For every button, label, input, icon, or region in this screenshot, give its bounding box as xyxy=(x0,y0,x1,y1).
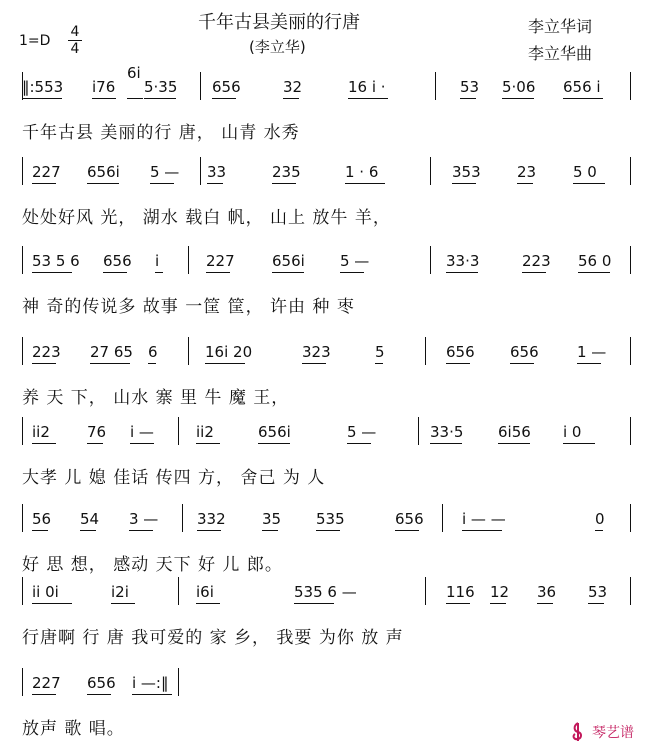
barline xyxy=(22,157,23,185)
barline xyxy=(425,577,426,605)
song-subtitle: (李立华) xyxy=(249,38,306,56)
note-group: i76 xyxy=(92,78,116,96)
barline xyxy=(22,246,23,274)
barline xyxy=(22,577,23,605)
note-group: 0 xyxy=(595,510,605,528)
note-group: 5 — xyxy=(340,252,370,270)
note-group: 656 xyxy=(103,252,132,270)
song-title: 千年古县美丽的行唐 xyxy=(198,12,360,33)
beam-line xyxy=(32,363,56,364)
note-group: 656 xyxy=(212,78,241,96)
note-group: 535 xyxy=(316,510,345,528)
beam-line xyxy=(446,363,470,364)
beam-line xyxy=(32,603,72,604)
beam-line xyxy=(272,272,304,273)
beam-line xyxy=(375,363,383,364)
barline xyxy=(188,337,189,365)
note-group: 53 xyxy=(588,583,608,601)
note-group: 5 0 xyxy=(573,163,597,181)
beam-line xyxy=(446,272,478,273)
note-group: ‖:553 xyxy=(22,78,64,96)
note-group: 656 i xyxy=(563,78,601,96)
note-group: 223 xyxy=(522,252,551,270)
beam-line xyxy=(92,98,116,99)
note-group: 5 xyxy=(375,343,385,361)
barline xyxy=(182,504,183,532)
barline xyxy=(435,72,436,100)
beam-line xyxy=(87,443,103,444)
beam-line xyxy=(103,272,127,273)
note-group: 33 xyxy=(207,163,227,181)
note-group: 53 xyxy=(460,78,480,96)
beam-line xyxy=(430,443,462,444)
beam-line xyxy=(111,603,135,604)
barline xyxy=(178,668,179,696)
note-group: 6i xyxy=(127,64,141,82)
watermark-text: 琴艺谱 xyxy=(592,725,634,741)
beam-line xyxy=(446,603,470,604)
beam-line xyxy=(316,530,340,531)
note-group: 1 — xyxy=(577,343,607,361)
note-group: ii2 xyxy=(32,423,50,441)
beam-line xyxy=(460,98,476,99)
beam-line xyxy=(32,272,72,273)
beam-line xyxy=(340,272,364,273)
beam-line xyxy=(196,603,220,604)
note-group: 656i xyxy=(272,252,305,270)
lyric-line: 神 奇的传说多 故事 一筐 筐， 许由 种 枣 xyxy=(22,297,355,317)
beam-line xyxy=(577,363,601,364)
beam-line xyxy=(522,272,546,273)
beam-line xyxy=(206,272,230,273)
beam-line xyxy=(517,183,533,184)
note-group: 56 xyxy=(32,510,52,528)
beam-line xyxy=(502,98,534,99)
note-group: 12 xyxy=(490,583,510,601)
barline xyxy=(630,577,631,605)
barline xyxy=(178,577,179,605)
beam-line xyxy=(462,530,502,531)
barline xyxy=(418,417,419,445)
beam-line xyxy=(212,98,236,99)
lyricist-credit: 李立华词 xyxy=(528,17,593,36)
note-group: 76 xyxy=(87,423,107,441)
barline xyxy=(430,246,431,274)
beam-line xyxy=(537,603,553,604)
barline xyxy=(22,417,23,445)
note-group: i xyxy=(155,252,160,270)
beam-line xyxy=(87,183,119,184)
note-group: 227 xyxy=(206,252,235,270)
note-group: 656 xyxy=(87,674,116,692)
beam-line xyxy=(130,443,154,444)
note-group: i6i xyxy=(196,583,214,601)
beam-line xyxy=(127,98,143,99)
beam-line xyxy=(490,603,506,604)
beam-line xyxy=(302,363,326,364)
barline xyxy=(630,337,631,365)
beam-line xyxy=(272,183,296,184)
barline xyxy=(200,157,201,185)
lyric-line: 大孝 儿 媳 佳话 传四 方， 舍己 为 人 xyxy=(22,468,326,488)
beam-line xyxy=(32,694,56,695)
note-group: 16i 20 xyxy=(205,343,253,361)
beam-line xyxy=(294,603,334,604)
beam-line xyxy=(595,530,603,531)
beam-line xyxy=(345,183,385,184)
beam-line xyxy=(148,363,156,364)
note-group: 33·3 xyxy=(446,252,480,270)
barline xyxy=(425,337,426,365)
beam-line xyxy=(22,98,62,99)
beam-line xyxy=(32,443,56,444)
beam-line xyxy=(348,98,388,99)
note-group: 53 5 6 xyxy=(32,252,80,270)
beam-line xyxy=(395,530,419,531)
beam-line xyxy=(262,530,278,531)
time-signature-top: 4 xyxy=(70,24,80,40)
beam-line xyxy=(347,443,371,444)
note-group: i — xyxy=(130,423,154,441)
beam-line xyxy=(205,363,245,364)
note-group: 656 xyxy=(395,510,424,528)
barline xyxy=(630,157,631,185)
barline xyxy=(430,157,431,185)
barline xyxy=(188,246,189,274)
note-group: 23 xyxy=(517,163,537,181)
note-group: 5·35 xyxy=(144,78,178,96)
beam-line xyxy=(452,183,476,184)
note-group: i —:‖ xyxy=(132,674,169,692)
barline xyxy=(442,504,443,532)
beam-line xyxy=(563,98,603,99)
beam-line xyxy=(578,272,610,273)
beam-line xyxy=(129,530,153,531)
note-group: 235 xyxy=(272,163,301,181)
note-group: ii 0i xyxy=(32,583,59,601)
beam-line xyxy=(197,530,221,531)
time-signature xyxy=(68,25,82,56)
barline xyxy=(22,72,23,100)
note-group: 656i xyxy=(258,423,291,441)
note-group: 54 xyxy=(80,510,100,528)
lyric-line: 处处好风 光， 湖水 载白 帆， 山上 放牛 羊， xyxy=(22,208,391,228)
barline xyxy=(178,417,179,445)
lyric-line: 好 思 想， 感动 天下 好 儿 郎。 xyxy=(22,555,283,575)
beam-line xyxy=(563,443,595,444)
beam-line xyxy=(498,443,530,444)
barline xyxy=(630,504,631,532)
note-group: 6i56 xyxy=(498,423,531,441)
note-group: 656 xyxy=(510,343,539,361)
beam-line xyxy=(87,694,111,695)
note-group: 1 · 6 xyxy=(345,163,379,181)
beam-line xyxy=(510,363,534,364)
watermark-logo xyxy=(566,720,644,744)
note-group: 6 xyxy=(148,343,158,361)
note-group: 36 xyxy=(537,583,557,601)
barline xyxy=(200,72,201,100)
note-group: 332 xyxy=(197,510,226,528)
note-group: i2i xyxy=(111,583,129,601)
note-group: 353 xyxy=(452,163,481,181)
note-group: 16 i · xyxy=(348,78,386,96)
note-group: 3 — xyxy=(129,510,159,528)
beam-line xyxy=(32,183,56,184)
beam-line xyxy=(32,530,48,531)
beam-line xyxy=(207,183,223,184)
lyric-line: 养 天 下， 山水 寨 里 牛 魔 王， xyxy=(22,388,290,408)
lyric-line: 放声 歌 唱。 xyxy=(22,719,125,739)
note-group: i 0 xyxy=(563,423,582,441)
note-group: 656 xyxy=(446,343,475,361)
beam-line xyxy=(283,98,299,99)
composer-credit: 李立华曲 xyxy=(528,44,593,63)
beam-line xyxy=(150,183,174,184)
note-group: 535 6 — xyxy=(294,583,357,601)
beam-line xyxy=(80,530,96,531)
note-group: 35 xyxy=(262,510,282,528)
note-group: ii2 xyxy=(196,423,214,441)
beam-line xyxy=(90,363,130,364)
beam-line xyxy=(258,443,290,444)
note-group: 227 xyxy=(32,163,61,181)
beam-line xyxy=(155,272,163,273)
key-signature: 1=D xyxy=(19,33,51,49)
note-group: 56 0 xyxy=(578,252,612,270)
note-group: 5 — xyxy=(150,163,180,181)
barline xyxy=(22,504,23,532)
note-group: i — — xyxy=(462,510,506,528)
note-group: 323 xyxy=(302,343,331,361)
note-group: 656i xyxy=(87,163,120,181)
barline xyxy=(22,337,23,365)
lyric-line: 行唐啊 行 唐 我可爱的 家 乡， 我要 为你 放 声 xyxy=(22,628,404,648)
barline xyxy=(630,246,631,274)
barline xyxy=(630,417,631,445)
beam-line xyxy=(144,98,176,99)
beam-line xyxy=(573,183,605,184)
note-group: 32 xyxy=(283,78,303,96)
note-group: 5 — xyxy=(347,423,377,441)
barline xyxy=(22,668,23,696)
note-group: 27 65 xyxy=(90,343,133,361)
note-group: 5·06 xyxy=(502,78,536,96)
note-group: 116 xyxy=(446,583,475,601)
time-signature-bottom: 4 xyxy=(70,41,80,57)
barline xyxy=(630,72,631,100)
note-group: 33·5 xyxy=(430,423,464,441)
note-group: 223 xyxy=(32,343,61,361)
beam-line xyxy=(196,443,220,444)
beam-line xyxy=(588,603,604,604)
beam-line xyxy=(132,694,172,695)
treble-clef-icon xyxy=(566,720,590,744)
note-group: 227 xyxy=(32,674,61,692)
lyric-line: 千年古县 美丽的行 唐， 山青 水秀 xyxy=(22,123,300,143)
